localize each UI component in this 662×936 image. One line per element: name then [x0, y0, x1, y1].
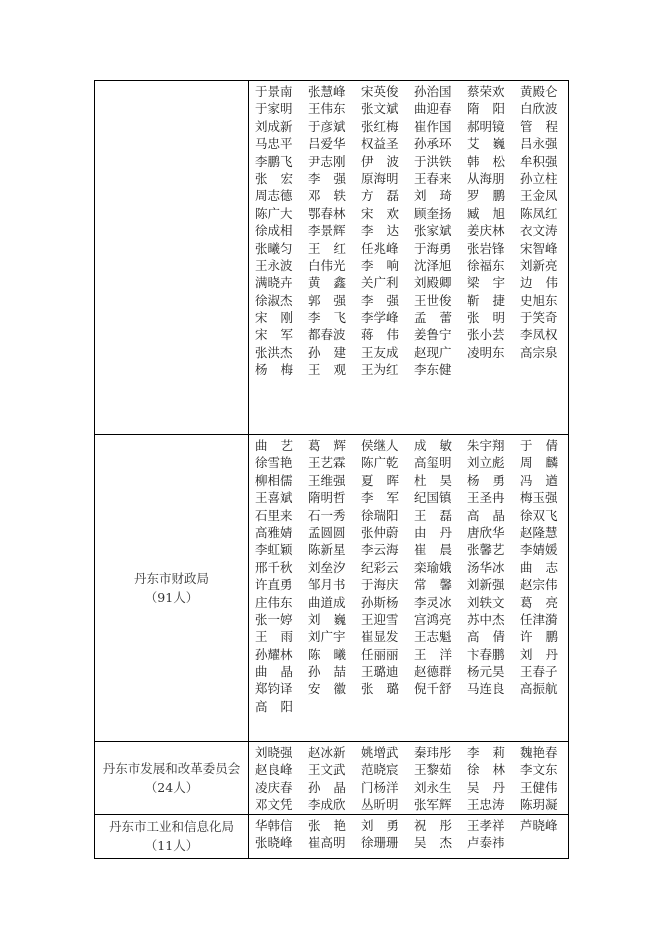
person-name: 边 伟: [520, 275, 558, 291]
department-name: 丹东市财政局: [133, 571, 209, 586]
person-name: 由 丹: [414, 524, 452, 540]
person-name: 李成欣: [308, 797, 346, 813]
roster-body: [95, 81, 569, 859]
person-name: 赵冰新: [308, 745, 346, 760]
person-name: 张文斌: [361, 101, 399, 117]
person-name: 曲 艺: [255, 438, 293, 453]
person-name: 刘广宇: [308, 629, 346, 645]
person-name: 李 飞: [308, 310, 346, 326]
person-name: 石里来: [255, 507, 293, 523]
person-name: 宫鸿亮: [414, 611, 452, 627]
person-name: 纪彩云: [361, 559, 399, 575]
person-name: 于彦斌: [308, 118, 346, 134]
person-name: 曲 志: [520, 559, 558, 575]
person-name: 王健伟: [520, 779, 558, 795]
department-name: 丹东市发展和改革委员会: [102, 760, 241, 776]
name-line: [255, 594, 568, 611]
person-name: 郝明镜: [467, 118, 505, 134]
department-cell: [95, 742, 249, 815]
person-name: 徐雪艳: [255, 455, 293, 471]
person-name: 韩 松: [467, 153, 505, 169]
person-name: 宋智峰: [520, 240, 558, 256]
person-name: 李灵冰: [414, 594, 452, 610]
person-name: 邓文凭: [255, 797, 293, 813]
name-line: [255, 326, 568, 343]
person-name: 曲 晶: [255, 664, 293, 680]
person-name: 李东健: [414, 362, 452, 378]
person-name: 许直勇: [255, 577, 293, 593]
person-name: 周 麟: [520, 455, 558, 471]
person-name: 邢千秋: [255, 559, 293, 575]
person-name: 王喜斌: [255, 490, 293, 506]
person-name: 许 鹏: [520, 629, 558, 645]
person-name: 梅玉强: [520, 490, 558, 506]
person-name: 马忠平: [255, 136, 293, 152]
person-name: 王 观: [308, 362, 346, 378]
name-line: [255, 779, 568, 796]
person-name: 张 明: [467, 310, 505, 326]
name-line: [255, 489, 568, 506]
person-name: 夏 晖: [361, 472, 399, 488]
person-name: 张慧峰: [308, 84, 346, 99]
name-line: [255, 761, 568, 778]
person-name: 李 达: [361, 223, 399, 239]
name-line: [255, 257, 568, 274]
person-name: 李 响: [361, 257, 399, 273]
person-name: 鄂春林: [308, 205, 346, 221]
person-name: 吕永强: [520, 136, 558, 152]
person-name: 侯继人: [361, 438, 399, 453]
name-line: [255, 834, 568, 851]
person-name: 芦晓峰: [520, 817, 558, 833]
person-name: 任丽丽: [361, 646, 399, 662]
person-name: 王忠涛: [467, 797, 505, 813]
person-name: 刘殿卿: [414, 275, 452, 291]
person-name: 徐 林: [467, 762, 505, 778]
person-name: 高 阳: [255, 698, 293, 714]
person-name: 凌庆春: [255, 779, 293, 795]
person-name: 姜庆林: [467, 223, 505, 239]
person-name: 石一秀: [308, 507, 346, 523]
person-name: 陈广乾: [361, 455, 399, 471]
person-name: 姚增武: [361, 745, 399, 760]
staff-roster-table: [94, 80, 569, 859]
department-name: 丹东市工业和信息化局: [108, 819, 234, 835]
person-name: 李学峰: [361, 310, 399, 326]
name-line: [255, 559, 568, 576]
person-name: 陈广大: [255, 205, 293, 221]
name-line: [255, 507, 568, 524]
person-name: 刘 巍: [308, 611, 346, 627]
person-name: 魏艳春: [520, 745, 558, 760]
person-name: 张 宏: [255, 170, 293, 186]
person-name: 徐淑杰: [255, 292, 293, 308]
person-name: 曲道成: [308, 594, 346, 610]
person-name: 张岩锋: [467, 240, 505, 256]
person-name: 李云海: [361, 542, 399, 558]
name-line: [255, 274, 568, 291]
person-name: 吴 丹: [467, 779, 505, 795]
person-name: 杨 梅: [255, 362, 293, 378]
person-name: 王春子: [520, 664, 558, 680]
name-line: [255, 309, 568, 326]
person-name: 孙耀林: [255, 646, 293, 662]
person-name: 唐欣华: [467, 524, 505, 540]
name-line: [255, 524, 568, 541]
person-name: 李鹏飞: [255, 153, 293, 169]
person-name: 刘成新: [255, 118, 293, 134]
department-count: （91人）: [144, 590, 199, 605]
name-line: [255, 611, 568, 628]
person-name: 徐成相: [255, 223, 293, 239]
person-name: 丛昕明: [361, 797, 399, 813]
person-name: 祝 彤: [414, 817, 452, 833]
person-name: 孟 蕾: [414, 310, 452, 326]
name-line: [255, 222, 568, 239]
department-cell: [95, 81, 249, 435]
person-name: 卞春鹏: [467, 646, 505, 662]
person-name: 张军辉: [414, 797, 452, 813]
department-row: [95, 435, 569, 742]
person-name: 靳 捷: [467, 292, 505, 308]
person-name: 朱宇翔: [467, 438, 505, 453]
person-name: 史旭东: [520, 292, 558, 308]
person-name: 纪国镇: [414, 490, 452, 506]
person-name: 于海庆: [361, 577, 399, 593]
person-name: 高宗泉: [520, 344, 558, 360]
name-line: [255, 118, 568, 135]
person-name: 崔作国: [414, 118, 452, 134]
person-name: 于海勇: [414, 240, 452, 256]
name-line: [255, 680, 568, 697]
person-name: 黄殿仑: [520, 84, 558, 99]
person-name: 马连良: [467, 681, 505, 697]
name-line: [255, 663, 568, 680]
person-name: 杨元昊: [467, 664, 505, 680]
person-name: 尹志刚: [308, 153, 346, 169]
person-name: 任兆峰: [361, 240, 399, 256]
person-name: 牟积强: [520, 153, 558, 169]
person-name: 隋 阳: [467, 101, 505, 117]
person-name: 崔显发: [361, 629, 399, 645]
person-name: 陈 曦: [308, 646, 346, 662]
person-name: 王友成: [361, 344, 399, 360]
person-name: 罗 鹏: [467, 188, 505, 204]
names-cell: [249, 81, 569, 435]
person-name: 王维强: [308, 472, 346, 488]
person-name: 孙 喆: [308, 664, 346, 680]
person-name: 宋英俊: [361, 84, 399, 99]
person-name: 刘 丹: [520, 646, 558, 662]
name-line: [255, 628, 568, 645]
person-name: 刘永生: [414, 779, 452, 795]
person-name: 高玺明: [414, 455, 452, 471]
person-name: 王永波: [255, 257, 293, 273]
person-name: 于笑奇: [520, 310, 558, 326]
person-name: 孟圆圆: [308, 524, 346, 540]
person-name: 冯 遒: [520, 472, 558, 488]
department-count: （11人）: [144, 838, 199, 854]
name-line: [255, 344, 568, 361]
person-name: 葛 亮: [520, 594, 558, 610]
person-name: 艾 巍: [467, 136, 505, 152]
person-name: 陈新星: [308, 542, 346, 558]
person-name: 王 磊: [414, 507, 452, 523]
person-name: 赵隆慧: [520, 524, 558, 540]
person-name: 黄 鑫: [308, 275, 346, 291]
name-line: [255, 437, 568, 454]
department-row: [95, 814, 569, 858]
person-name: 白伟光: [308, 257, 346, 273]
person-name: 邓 轶: [308, 188, 346, 204]
name-line: [255, 187, 568, 204]
person-name: 从海朋: [467, 170, 505, 186]
person-name: 华韩信: [255, 817, 293, 833]
person-name: 李婧媛: [520, 542, 558, 558]
person-name: 庄伟东: [255, 594, 293, 610]
name-line: [255, 698, 568, 715]
person-name: 刘新强: [467, 577, 505, 593]
person-name: 都春波: [308, 327, 346, 343]
person-name: 高 倩: [467, 629, 505, 645]
person-name: 张晓峰: [255, 834, 293, 850]
person-name: 宋 军: [255, 327, 293, 343]
person-name: 吴 杰: [414, 834, 452, 850]
person-name: 张曦匀: [255, 240, 293, 256]
names-cell: [249, 742, 569, 815]
person-name: 孙 建: [308, 344, 346, 360]
person-name: 李 强: [361, 292, 399, 308]
person-name: 高 晶: [467, 507, 505, 523]
person-name: 秦玮彤: [414, 745, 452, 760]
person-name: 于洪铁: [414, 153, 452, 169]
person-name: 葛 辉: [308, 438, 346, 453]
name-line: [255, 83, 568, 100]
name-line: [255, 100, 568, 117]
person-name: 孙 晶: [308, 779, 346, 795]
person-name: 李 军: [361, 490, 399, 506]
name-line: [255, 361, 568, 378]
person-name: 刘晓强: [255, 745, 293, 760]
person-name: 栾瑜娥: [414, 559, 452, 575]
person-name: 王璐迪: [361, 664, 399, 680]
person-name: 姜鲁宁: [414, 327, 452, 343]
name-line: [255, 205, 568, 222]
person-name: 郭 强: [308, 292, 346, 308]
person-name: 李虹颖: [255, 542, 293, 558]
name-line: [255, 292, 568, 309]
names-cell: [249, 435, 569, 742]
person-name: 顾奎扬: [414, 205, 452, 221]
person-name: 成 敏: [414, 438, 452, 453]
person-name: 徐瑞阳: [361, 507, 399, 523]
department-cell: [95, 435, 249, 742]
person-name: 张馨艺: [467, 542, 505, 558]
person-name: 蔡荣欢: [467, 84, 505, 99]
person-name: 赵宗伟: [520, 577, 558, 593]
person-name: 苏中杰: [467, 611, 505, 627]
person-name: 原海明: [361, 170, 399, 186]
person-name: 赵现广: [414, 344, 452, 360]
person-name: 刘新亮: [520, 257, 558, 273]
person-name: 曲迎春: [414, 101, 452, 117]
person-name: 赵良峰: [255, 762, 293, 778]
person-name: 孙承环: [414, 136, 452, 152]
name-line: [255, 240, 568, 257]
person-name: 张小芸: [467, 327, 505, 343]
person-name: 安 徽: [308, 681, 346, 697]
person-name: 张 璐: [361, 681, 399, 697]
person-name: 赵德群: [414, 664, 452, 680]
person-name: 刘 勇: [361, 817, 399, 833]
department-row: [95, 742, 569, 815]
person-name: 李 强: [308, 170, 346, 186]
person-name: 杜 昊: [414, 472, 452, 488]
person-name: 王为红: [361, 362, 399, 378]
person-name: 崔高明: [308, 834, 346, 850]
person-name: 倪千舒: [414, 681, 452, 697]
person-name: 柳相儒: [255, 472, 293, 488]
person-name: 关广利: [361, 275, 399, 291]
person-name: 徐双飞: [520, 507, 558, 523]
person-name: 王伟东: [308, 101, 346, 117]
name-line: [255, 576, 568, 593]
name-line: [255, 153, 568, 170]
person-name: 白欣波: [520, 101, 558, 117]
person-name: 刘垒汐: [308, 559, 346, 575]
person-name: 王文武: [308, 762, 346, 778]
person-name: 王黎茹: [414, 762, 452, 778]
person-name: 高雅婧: [255, 524, 293, 540]
person-name: 李文东: [520, 762, 558, 778]
person-name: 范晓宸: [361, 762, 399, 778]
person-name: 郑钧译: [255, 681, 293, 697]
name-line: [255, 744, 568, 761]
name-line: [255, 454, 568, 471]
person-name: 王春来: [414, 170, 452, 186]
person-name: 刘轶文: [467, 594, 505, 610]
person-name: 张 艳: [308, 817, 346, 833]
person-name: 孙治国: [414, 84, 452, 99]
person-name: 吕爱华: [308, 136, 346, 152]
person-name: 臧 旭: [467, 205, 505, 221]
name-line: [255, 170, 568, 187]
person-name: 周志德: [255, 188, 293, 204]
person-name: 陈凤红: [520, 205, 558, 221]
person-name: 刘立彪: [467, 455, 505, 471]
person-name: 伊 波: [361, 153, 399, 169]
department-count: （24人）: [144, 779, 199, 795]
department-row: [95, 81, 569, 435]
person-name: 门杨洋: [361, 779, 399, 795]
person-name: 于景南: [255, 84, 293, 99]
person-name: 凌明东: [467, 344, 505, 360]
person-name: 王金凤: [520, 188, 558, 204]
person-name: 汤华冰: [467, 559, 505, 575]
name-line: [255, 817, 568, 834]
person-name: 高振航: [520, 681, 558, 697]
person-name: 隋明哲: [308, 490, 346, 506]
person-name: 刘 琦: [414, 188, 452, 204]
person-name: 徐福东: [467, 257, 505, 273]
person-name: 蒋 伟: [361, 327, 399, 343]
person-name: 满晓卉: [255, 275, 293, 291]
person-name: 张红梅: [361, 118, 399, 134]
person-name: 权益圣: [361, 136, 399, 152]
person-name: 梁 宇: [467, 275, 505, 291]
name-line: [255, 135, 568, 152]
person-name: 李 莉: [467, 745, 505, 760]
names-cell: [249, 814, 569, 858]
person-name: 常 馨: [414, 577, 452, 593]
person-name: 邹月书: [308, 577, 346, 593]
person-name: 宋 刚: [255, 310, 293, 326]
person-name: 于家明: [255, 101, 293, 117]
person-name: 王艺霖: [308, 455, 346, 471]
person-name: 孙斯杨: [361, 594, 399, 610]
person-name: 王迎雪: [361, 611, 399, 627]
person-name: 孙立柱: [520, 170, 558, 186]
person-name: 崔 晨: [414, 542, 452, 558]
person-name: 王志魁: [414, 629, 452, 645]
name-line: [255, 796, 568, 813]
person-name: 任津漪: [520, 611, 558, 627]
person-name: 王孝祥: [467, 817, 505, 833]
person-name: 杨 勇: [467, 472, 505, 488]
person-name: 徐珊珊: [361, 834, 399, 850]
person-name: 方 磊: [361, 188, 399, 204]
person-name: 王 洋: [414, 646, 452, 662]
person-name: 张一婷: [255, 611, 293, 627]
person-name: 张仲蔚: [361, 524, 399, 540]
person-name: 李景辉: [308, 223, 346, 239]
person-name: 王圣冉: [467, 490, 505, 506]
name-line: [255, 472, 568, 489]
person-name: 张洪杰: [255, 344, 293, 360]
name-line: [255, 541, 568, 558]
person-name: 王 雨: [255, 629, 293, 645]
person-name: 沈泽旭: [414, 257, 452, 273]
person-name: 陈玥凝: [520, 797, 558, 813]
person-name: 王世俊: [414, 292, 452, 308]
person-name: 李凤权: [520, 327, 558, 343]
person-name: 于 倩: [520, 438, 558, 453]
person-name: 张家斌: [414, 223, 452, 239]
person-name: 管 程: [520, 118, 558, 134]
person-name: 卢泰祎: [467, 834, 505, 850]
person-name: 衣文涛: [520, 223, 558, 239]
name-line: [255, 646, 568, 663]
person-name: 宋 欢: [361, 205, 399, 221]
department-cell: [95, 814, 249, 858]
person-name: 王 红: [308, 240, 346, 256]
